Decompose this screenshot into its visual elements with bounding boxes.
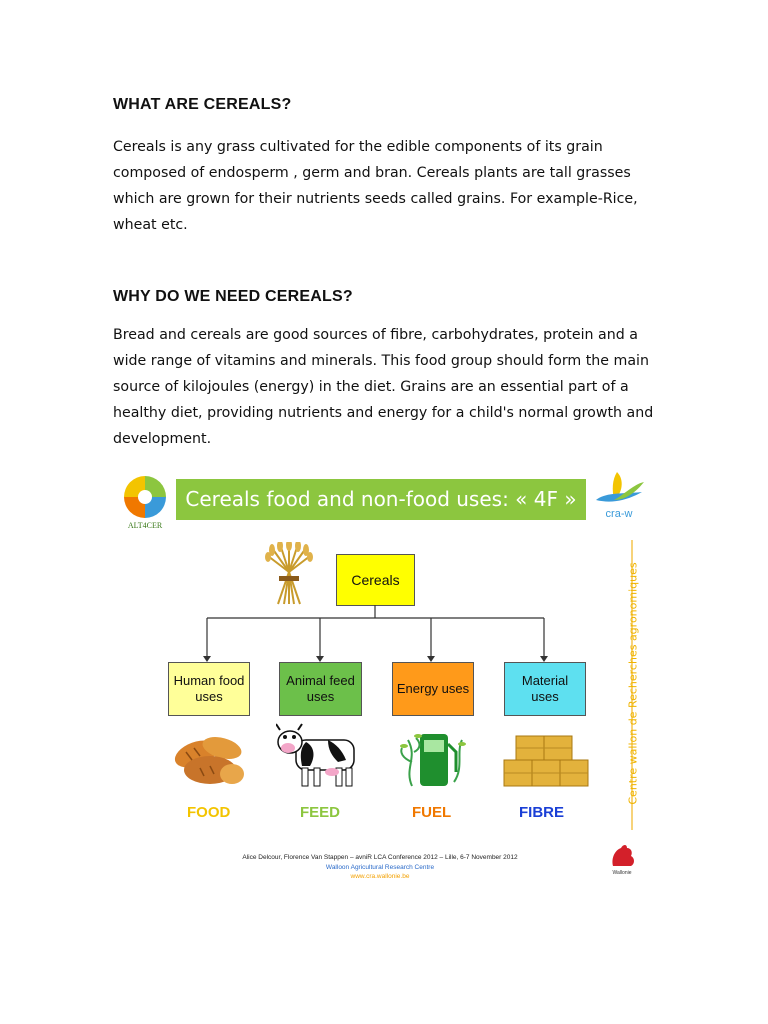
fuel-pump-icon (398, 722, 468, 790)
cra-w-logo-text: cra-w (605, 508, 633, 520)
credit-line-authors: Alice Delcour, Florence Van Stappen – avniR LCA Conference 2012 – Lille, 6-7 November 2012 (242, 854, 518, 861)
text-line: which are grown for their nutrients seeds called grains. For example-Rice, (113, 191, 638, 207)
credit-line-website: www.cra.wallonie.be (350, 873, 410, 880)
box-label-line: Material (521, 673, 569, 688)
text-line: Cereals is any grass cultivated for the edible components of its grain (113, 139, 603, 155)
cow-icon (276, 722, 366, 790)
hay-bales-icon (502, 730, 592, 790)
box-label-line: Energy uses (396, 681, 470, 696)
wallonie-logo-text: Wallonie (612, 870, 632, 876)
box-label-line: Animal feed (286, 673, 355, 688)
cereals-root-box: Cereals (336, 554, 415, 606)
text-line: wheat etc. (113, 217, 188, 233)
paragraph-why-cereals (113, 322, 653, 452)
box-label-line: uses (531, 689, 559, 704)
text-line: composed of endosperm , germ and bran. Cereals plants are tall grasses (113, 165, 631, 181)
text-line: healthy diet, providing nutrients and energy for a child's normal growth and (113, 405, 654, 421)
tree-connectors (110, 468, 650, 688)
material-uses-box (504, 662, 586, 716)
wallonie-logo (605, 840, 639, 880)
figure-banner: Cereals food and non-food uses: « 4F » (176, 479, 586, 520)
label-food: FOOD (187, 804, 231, 821)
box-label-line: uses (306, 689, 335, 704)
credit-line-centre: Walloon Agricultural Research Centre (325, 864, 435, 871)
label-feed: FEED (300, 804, 341, 821)
text-line: source of kilojoules (energy) in the diet. Grains are an essential part of a (113, 379, 629, 395)
heading-why-do-we-need-cereals: WHY DO WE NEED CEREALS? (113, 288, 353, 305)
text-line: wide range of vitamins and minerals. This food group should form the main (113, 353, 649, 369)
human-food-uses-box (168, 662, 250, 716)
bread-icon (170, 724, 250, 790)
box-label-line: uses (195, 689, 223, 704)
paragraph-what-are-cereals (113, 134, 653, 238)
animal-feed-uses-box (279, 662, 362, 716)
text-line: Bread and cereals are good sources of fibre, carbohydrates, protein and a (113, 327, 638, 343)
label-fibre: FIBRE (519, 804, 564, 821)
label-fuel: FUEL (412, 804, 452, 821)
side-band-text: Centre wallon de Recherches agronomiques (626, 562, 640, 805)
box-label-line: Human food (173, 673, 245, 688)
text-line: development. (113, 431, 212, 447)
alt4cer-logo-text: ALT4CER (127, 521, 163, 530)
cereals-uses-figure (110, 468, 650, 888)
heading-what-are-cereals: WHAT ARE CEREALS? (113, 96, 292, 113)
energy-uses-box (392, 662, 474, 716)
rooster-icon (605, 840, 639, 870)
